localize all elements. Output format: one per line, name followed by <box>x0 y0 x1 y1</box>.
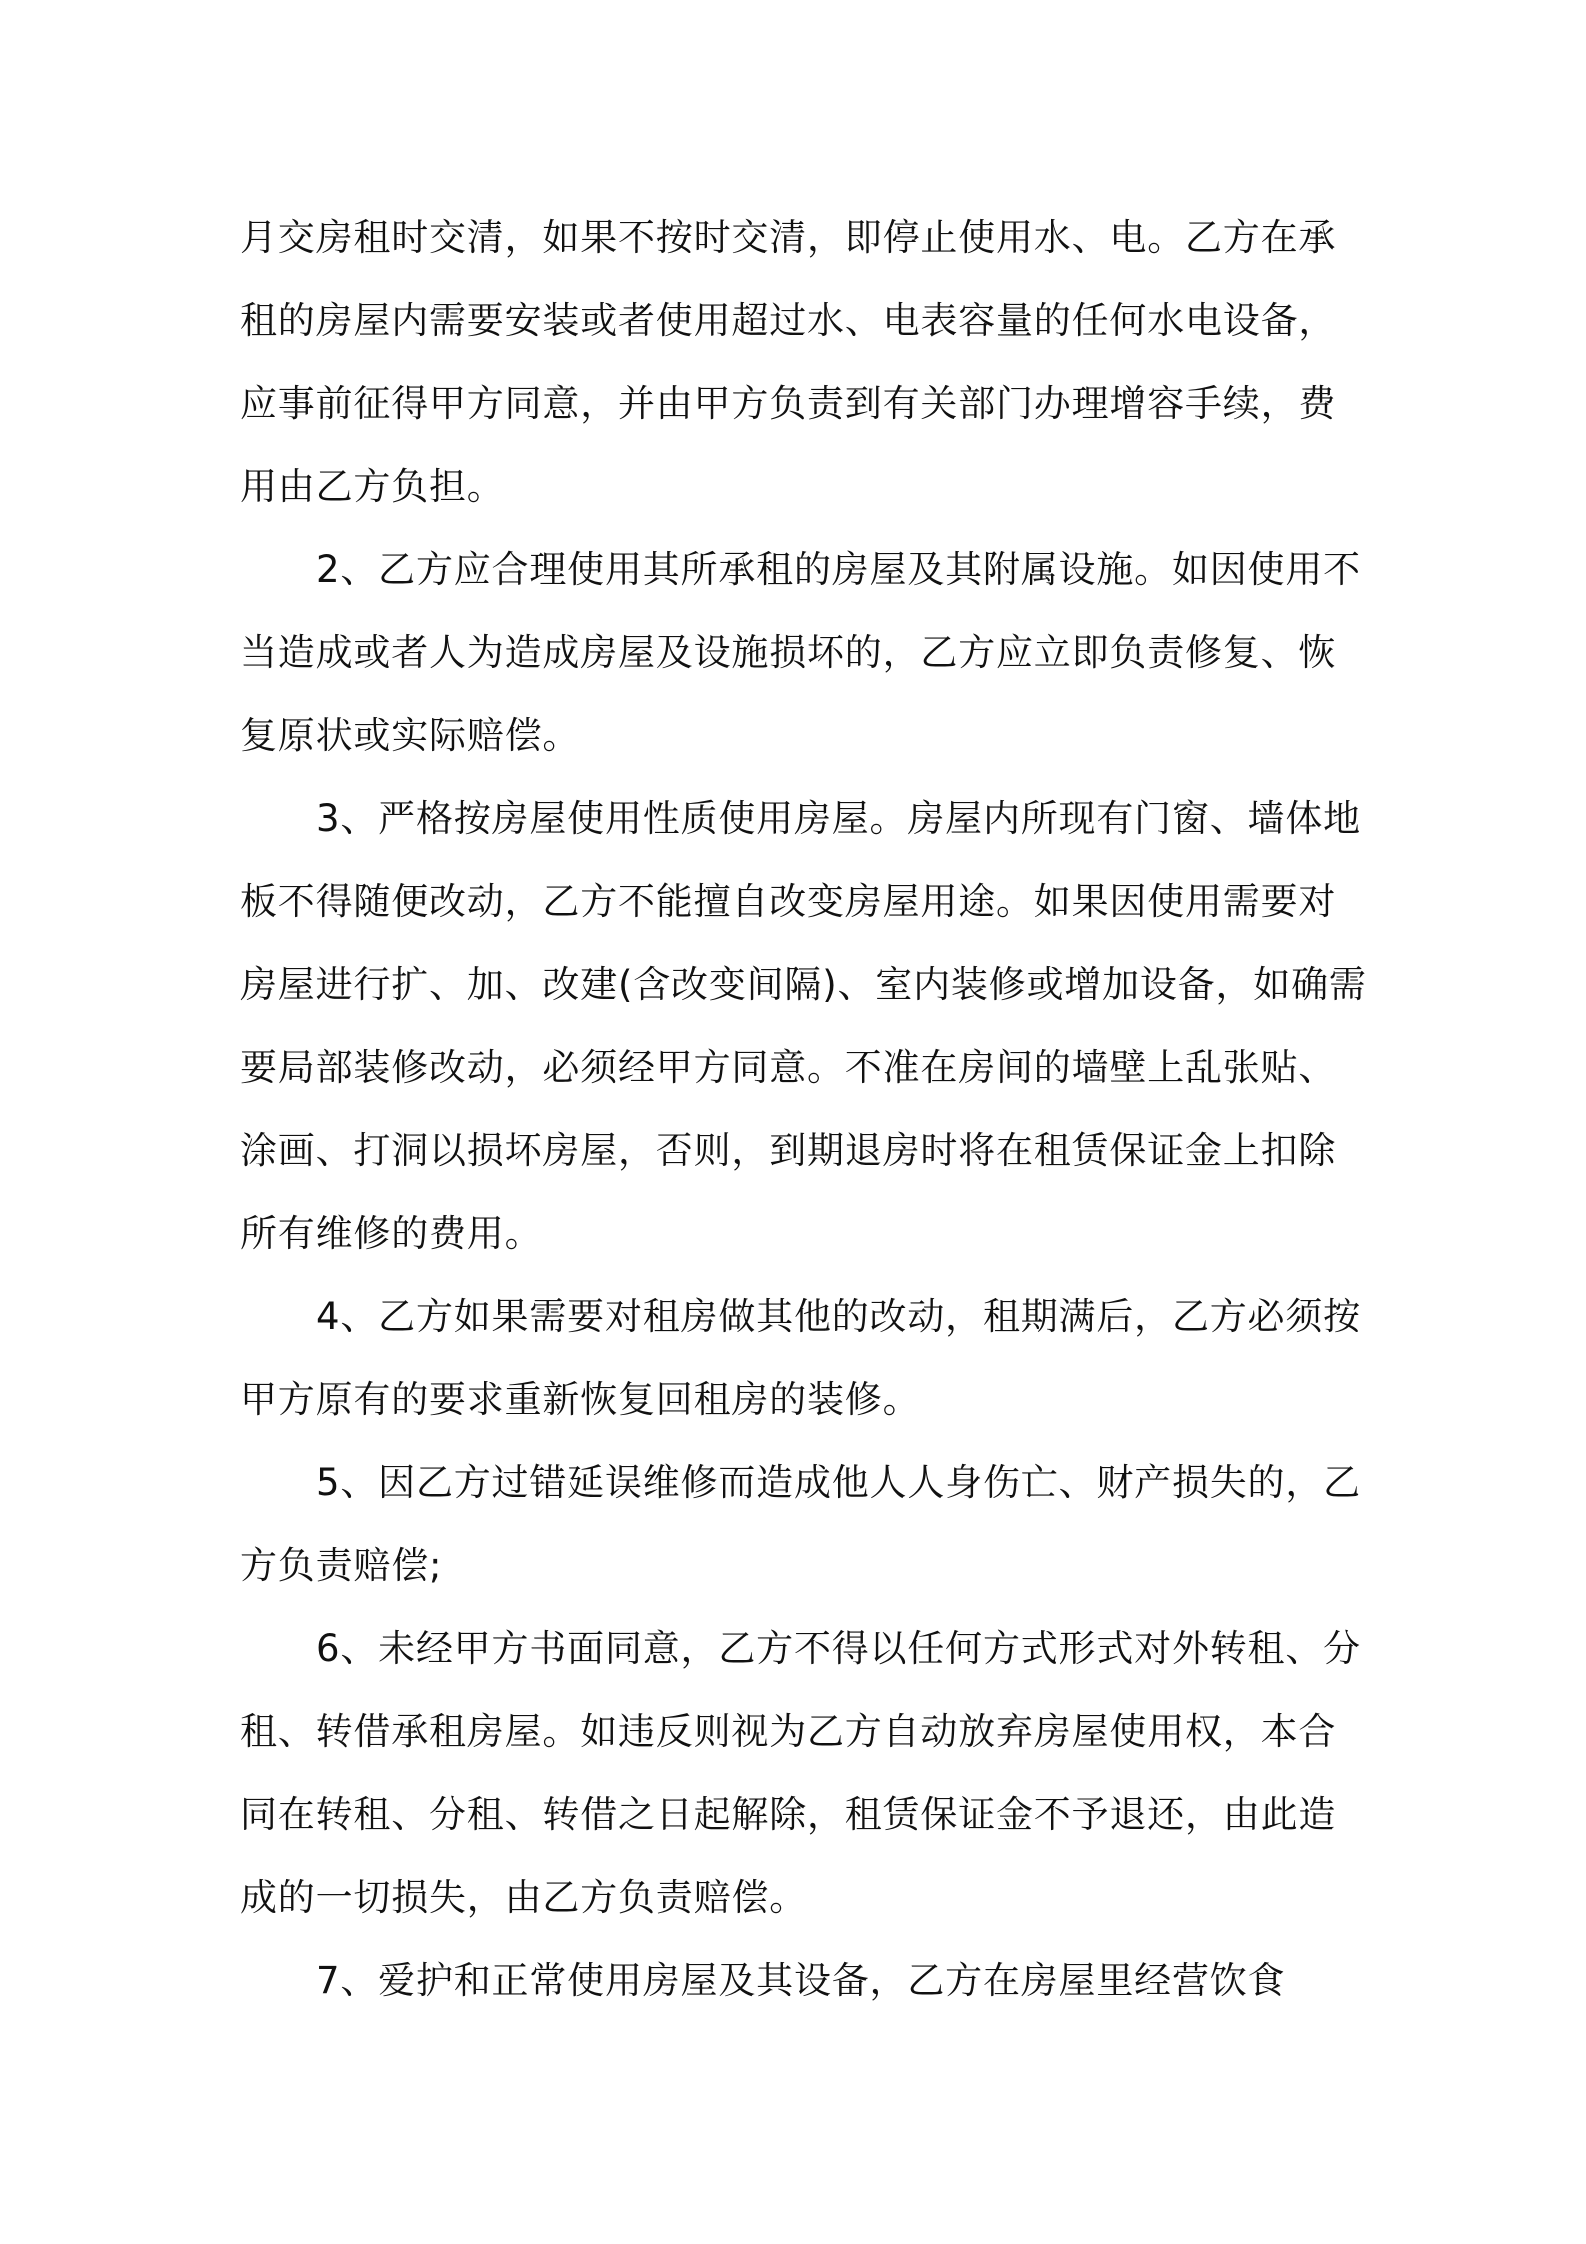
paragraph-continuation: 月交房租时交清，如果不按时交清，即停止使用水、电。乙方在承租的房屋内需要安装或者使用超过水、电表容量的任何水电设备，应事前征得甲方同意，并由甲方负责到有关部门办理增容手续，费用由乙方负担。 <box>240 216 1337 508</box>
paragraph-clause-4: 4、乙方如果需要对租房做其他的改动，租期满后，乙方必须按甲方原有的要求重新恢复回租房的装修。 <box>240 1295 1361 1421</box>
paragraph-clause-2: 2、乙方应合理使用其所承租的房屋及其附属设施。如因使用不当造成或者人为造成房屋及设施损坏的，乙方应立即负责修复、恢复原状或实际赔偿。 <box>240 548 1361 757</box>
paragraph-clause-6: 6、未经甲方书面同意，乙方不得以任何方式形式对外转租、分租、转借承租房屋。如违反则视为乙方自动放弃房屋使用权，本合同在转租、分租、转借之日起解除，租赁保证金不予退还，由此造成的一切损失，由乙方负责赔偿。 <box>240 1627 1361 1919</box>
paragraph-clause-5: 5、因乙方过错延误维修而造成他人人身伤亡、财产损失的，乙方负责赔偿; <box>240 1461 1361 1587</box>
paragraph-clause-7: 7、爱护和正常使用房屋及其设备，乙方在房屋里经营饮食 <box>316 1959 1286 2002</box>
document-body <box>240 196 1370 2022</box>
paragraph-clause-3: 3、严格按房屋使用性质使用房屋。房屋内所现有门窗、墙体地板不得随便改动，乙方不能擅自改变房屋用途。如果因使用需要对房屋进行扩、加、改建(含改变间隔)、室内装修或增加设备，如确需要局部装修改动，必须经甲方同意。不准在房间的墙壁上乱张贴、涂画、打洞以损坏房屋，否则，到期退房时将在租赁保证金上扣除所有维修的费用。 <box>240 797 1367 1255</box>
